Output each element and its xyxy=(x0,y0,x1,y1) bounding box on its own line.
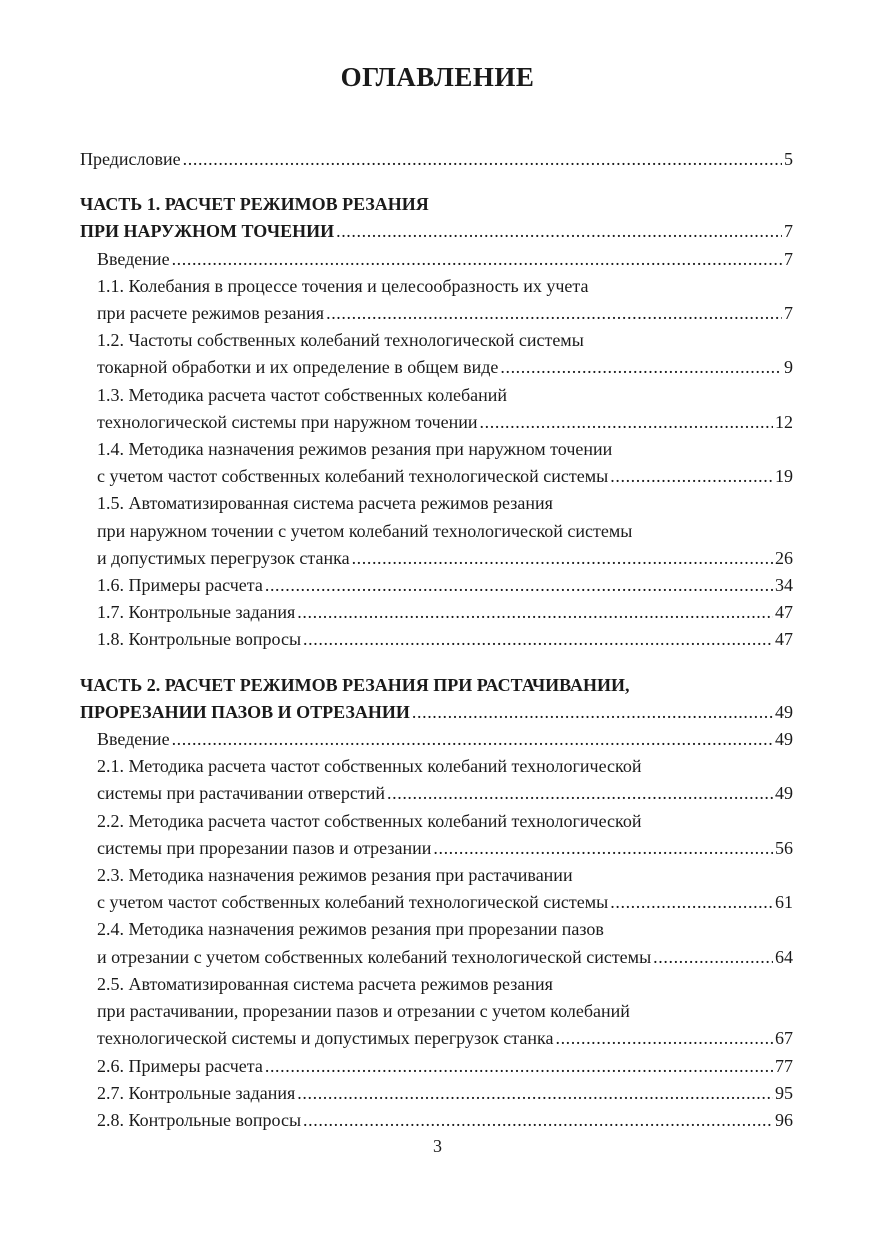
dot-leader xyxy=(555,1025,773,1052)
toc-entry-last-line xyxy=(97,889,793,916)
toc-entry xyxy=(80,572,793,599)
dot-leader xyxy=(303,1107,773,1134)
toc-entry-text: системы при растачивании отверстий xyxy=(97,783,386,804)
toc-entry-last-line xyxy=(97,300,793,327)
dot-leader xyxy=(610,889,773,916)
toc-entry-text: Введение xyxy=(97,729,170,750)
toc-page-number: 49 xyxy=(775,701,793,722)
toc-entry-text: технологической системы и допустимых перегрузок станка xyxy=(97,1028,554,1049)
toc-page-number: 96 xyxy=(775,1109,793,1130)
toc-entry-last-line xyxy=(97,463,793,490)
toc-entry-text: при расчете режимов резания xyxy=(97,303,325,324)
toc-entry-text: с учетом частот собственных колебаний технологической системы xyxy=(97,892,609,913)
toc-entry-text: системы при прорезании пазов и отрезании xyxy=(97,837,432,858)
toc-entry xyxy=(80,916,793,970)
dot-leader xyxy=(352,545,773,572)
toc-entry xyxy=(80,862,793,916)
toc-page-number: 26 xyxy=(775,547,793,568)
toc-page-number: 77 xyxy=(775,1055,793,1076)
toc-entry-text: 1.8. Контрольные вопросы xyxy=(97,629,302,650)
toc-part-entry xyxy=(80,672,793,726)
toc-entry-line: 2.4. Методика назначения режимов резания при прорезании пазов xyxy=(97,919,604,940)
toc-entry xyxy=(80,436,793,490)
toc-entry xyxy=(80,490,793,572)
toc-entry-last-line xyxy=(97,835,793,862)
toc-entry-text: 2.8. Контрольные вопросы xyxy=(97,1109,302,1130)
toc-page-number: 7 xyxy=(784,303,793,324)
toc-entry-text: и отрезании с учетом собственных колебаний технологической системы xyxy=(97,946,652,967)
dot-leader xyxy=(500,354,782,381)
toc-entry-text: 2.6. Примеры расчета xyxy=(97,1055,263,1076)
toc-page-number: 64 xyxy=(775,946,793,967)
toc-entry xyxy=(80,146,793,173)
toc-entry-last-line xyxy=(97,1053,793,1080)
toc-entry-last-line xyxy=(97,626,793,653)
toc-entry xyxy=(80,626,793,653)
toc-entry-last-line xyxy=(97,726,793,753)
toc-entry-text: Введение xyxy=(97,248,170,269)
toc-entry-line: 2.3. Методика назначения режимов резания при растачивании xyxy=(97,865,573,886)
dot-leader xyxy=(610,463,773,490)
toc-page-number: 56 xyxy=(775,837,793,858)
toc-entry-text: технологической системы при наружном точении xyxy=(97,411,478,432)
toc-entry-text: ПРОРЕЗАНИИ ПАЗОВ И ОТРЕЗАНИИ xyxy=(80,701,410,722)
toc-entry-line: ЧАСТЬ 1. РАСЧЕТ РЕЖИМОВ РЕЗАНИЯ xyxy=(80,194,429,215)
toc-entry-line: при наружном точении с учетом колебаний технологической системы xyxy=(97,520,633,541)
dot-leader xyxy=(297,599,773,626)
toc-entry-last-line xyxy=(80,218,793,245)
toc-entry-line: 2.1. Методика расчета частот собственных колебаний технологической xyxy=(97,756,642,777)
toc-entry-line: 1.2. Частоты собственных колебаний технологической системы xyxy=(97,330,584,351)
dot-leader xyxy=(265,1053,773,1080)
toc-entry-text: 2.7. Контрольные задания xyxy=(97,1082,296,1103)
toc-entry xyxy=(80,726,793,753)
dot-leader xyxy=(336,218,782,245)
toc-page-number: 12 xyxy=(775,411,793,432)
toc-entry-line: 2.2. Методика расчета частот собственных колебаний технологической xyxy=(97,810,642,831)
toc-entry xyxy=(80,971,793,1053)
toc-page-number: 9 xyxy=(784,357,793,378)
dot-leader xyxy=(412,699,773,726)
dot-leader xyxy=(172,246,782,273)
toc-entry-line: 1.1. Колебания в процессе точения и целесообразность их учета xyxy=(97,275,589,296)
toc-page-number: 5 xyxy=(784,149,793,169)
toc-page-number: 7 xyxy=(784,221,793,242)
toc-page-number: 19 xyxy=(775,466,793,487)
toc-page-number: 61 xyxy=(775,892,793,913)
toc-entry xyxy=(80,327,793,381)
toc-page-number: 67 xyxy=(775,1028,793,1049)
toc-entry xyxy=(80,1107,793,1134)
dot-leader xyxy=(297,1080,773,1107)
toc-entry xyxy=(80,246,793,273)
toc-entry xyxy=(80,599,793,626)
toc-entry xyxy=(80,808,793,862)
toc-entry xyxy=(80,382,793,436)
toc-entry-last-line xyxy=(97,1107,793,1134)
toc-entry-last-line xyxy=(97,1025,793,1052)
toc-entry xyxy=(80,753,793,807)
toc-entry-line: 1.4. Методика назначения режимов резания при наружном точении xyxy=(97,439,613,460)
dot-leader xyxy=(183,146,782,173)
toc-entry xyxy=(80,1080,793,1107)
toc-entry-text: с учетом частот собственных колебаний технологической системы xyxy=(97,466,609,487)
toc-entry-last-line xyxy=(97,545,793,572)
page-title: ОГЛАВЛЕНИЕ xyxy=(340,62,535,92)
toc-entry-text: токарной обработки и их определение в общем виде xyxy=(97,357,499,378)
dot-leader xyxy=(653,944,773,971)
toc-entry-last-line xyxy=(97,354,793,381)
toc-entry-text: 1.6. Примеры расчета xyxy=(97,575,263,596)
toc-entry-line: ЧАСТЬ 2. РАСЧЕТ РЕЖИМОВ РЕЗАНИЯ ПРИ РАСТАЧИВАНИИ, xyxy=(80,674,630,695)
toc-page-number: 49 xyxy=(775,783,793,804)
toc-entry-last-line xyxy=(97,780,793,807)
toc-entry-text: 1.7. Контрольные задания xyxy=(97,602,296,623)
toc-entry-text: Предисловие xyxy=(80,149,181,169)
table-of-contents xyxy=(80,146,793,1134)
toc-entry xyxy=(80,273,793,327)
dot-leader xyxy=(326,300,782,327)
toc-entry-line: 1.5. Автоматизированная система расчета режимов резания xyxy=(97,493,553,514)
dot-leader xyxy=(387,780,773,807)
toc-entry-line: при растачивании, прорезании пазов и отрезании с учетом колебаний xyxy=(97,1001,630,1022)
toc-page-number: 47 xyxy=(775,629,793,650)
toc-part-entry xyxy=(80,191,793,245)
toc-entry xyxy=(80,1053,793,1080)
dot-leader xyxy=(480,409,773,436)
toc-entry-text: ПРИ НАРУЖНОМ ТОЧЕНИИ xyxy=(80,221,335,242)
toc-page-number: 7 xyxy=(784,248,793,269)
toc-entry-last-line xyxy=(97,599,793,626)
toc-entry-line: 1.3. Методика расчета частот собственных колебаний xyxy=(97,384,508,405)
toc-entry-text: и допустимых перегрузок станка xyxy=(97,547,350,568)
toc-entry-last-line xyxy=(80,146,793,173)
toc-page-number: 34 xyxy=(775,575,793,596)
dot-leader xyxy=(433,835,773,862)
toc-entry-line: 2.5. Автоматизированная система расчета режимов резания xyxy=(97,973,553,994)
toc-entry-last-line xyxy=(97,246,793,273)
toc-entry-last-line xyxy=(97,572,793,599)
toc-page-number: 95 xyxy=(775,1082,793,1103)
page-number: 3 xyxy=(433,1136,442,1156)
dot-leader xyxy=(265,572,773,599)
dot-leader xyxy=(172,726,773,753)
toc-entry-last-line xyxy=(97,944,793,971)
dot-leader xyxy=(303,626,773,653)
toc-entry-last-line xyxy=(97,409,793,436)
toc-page-number: 49 xyxy=(775,729,793,750)
toc-page-number: 47 xyxy=(775,602,793,623)
toc-entry-last-line xyxy=(97,1080,793,1107)
toc-entry-last-line xyxy=(80,699,793,726)
